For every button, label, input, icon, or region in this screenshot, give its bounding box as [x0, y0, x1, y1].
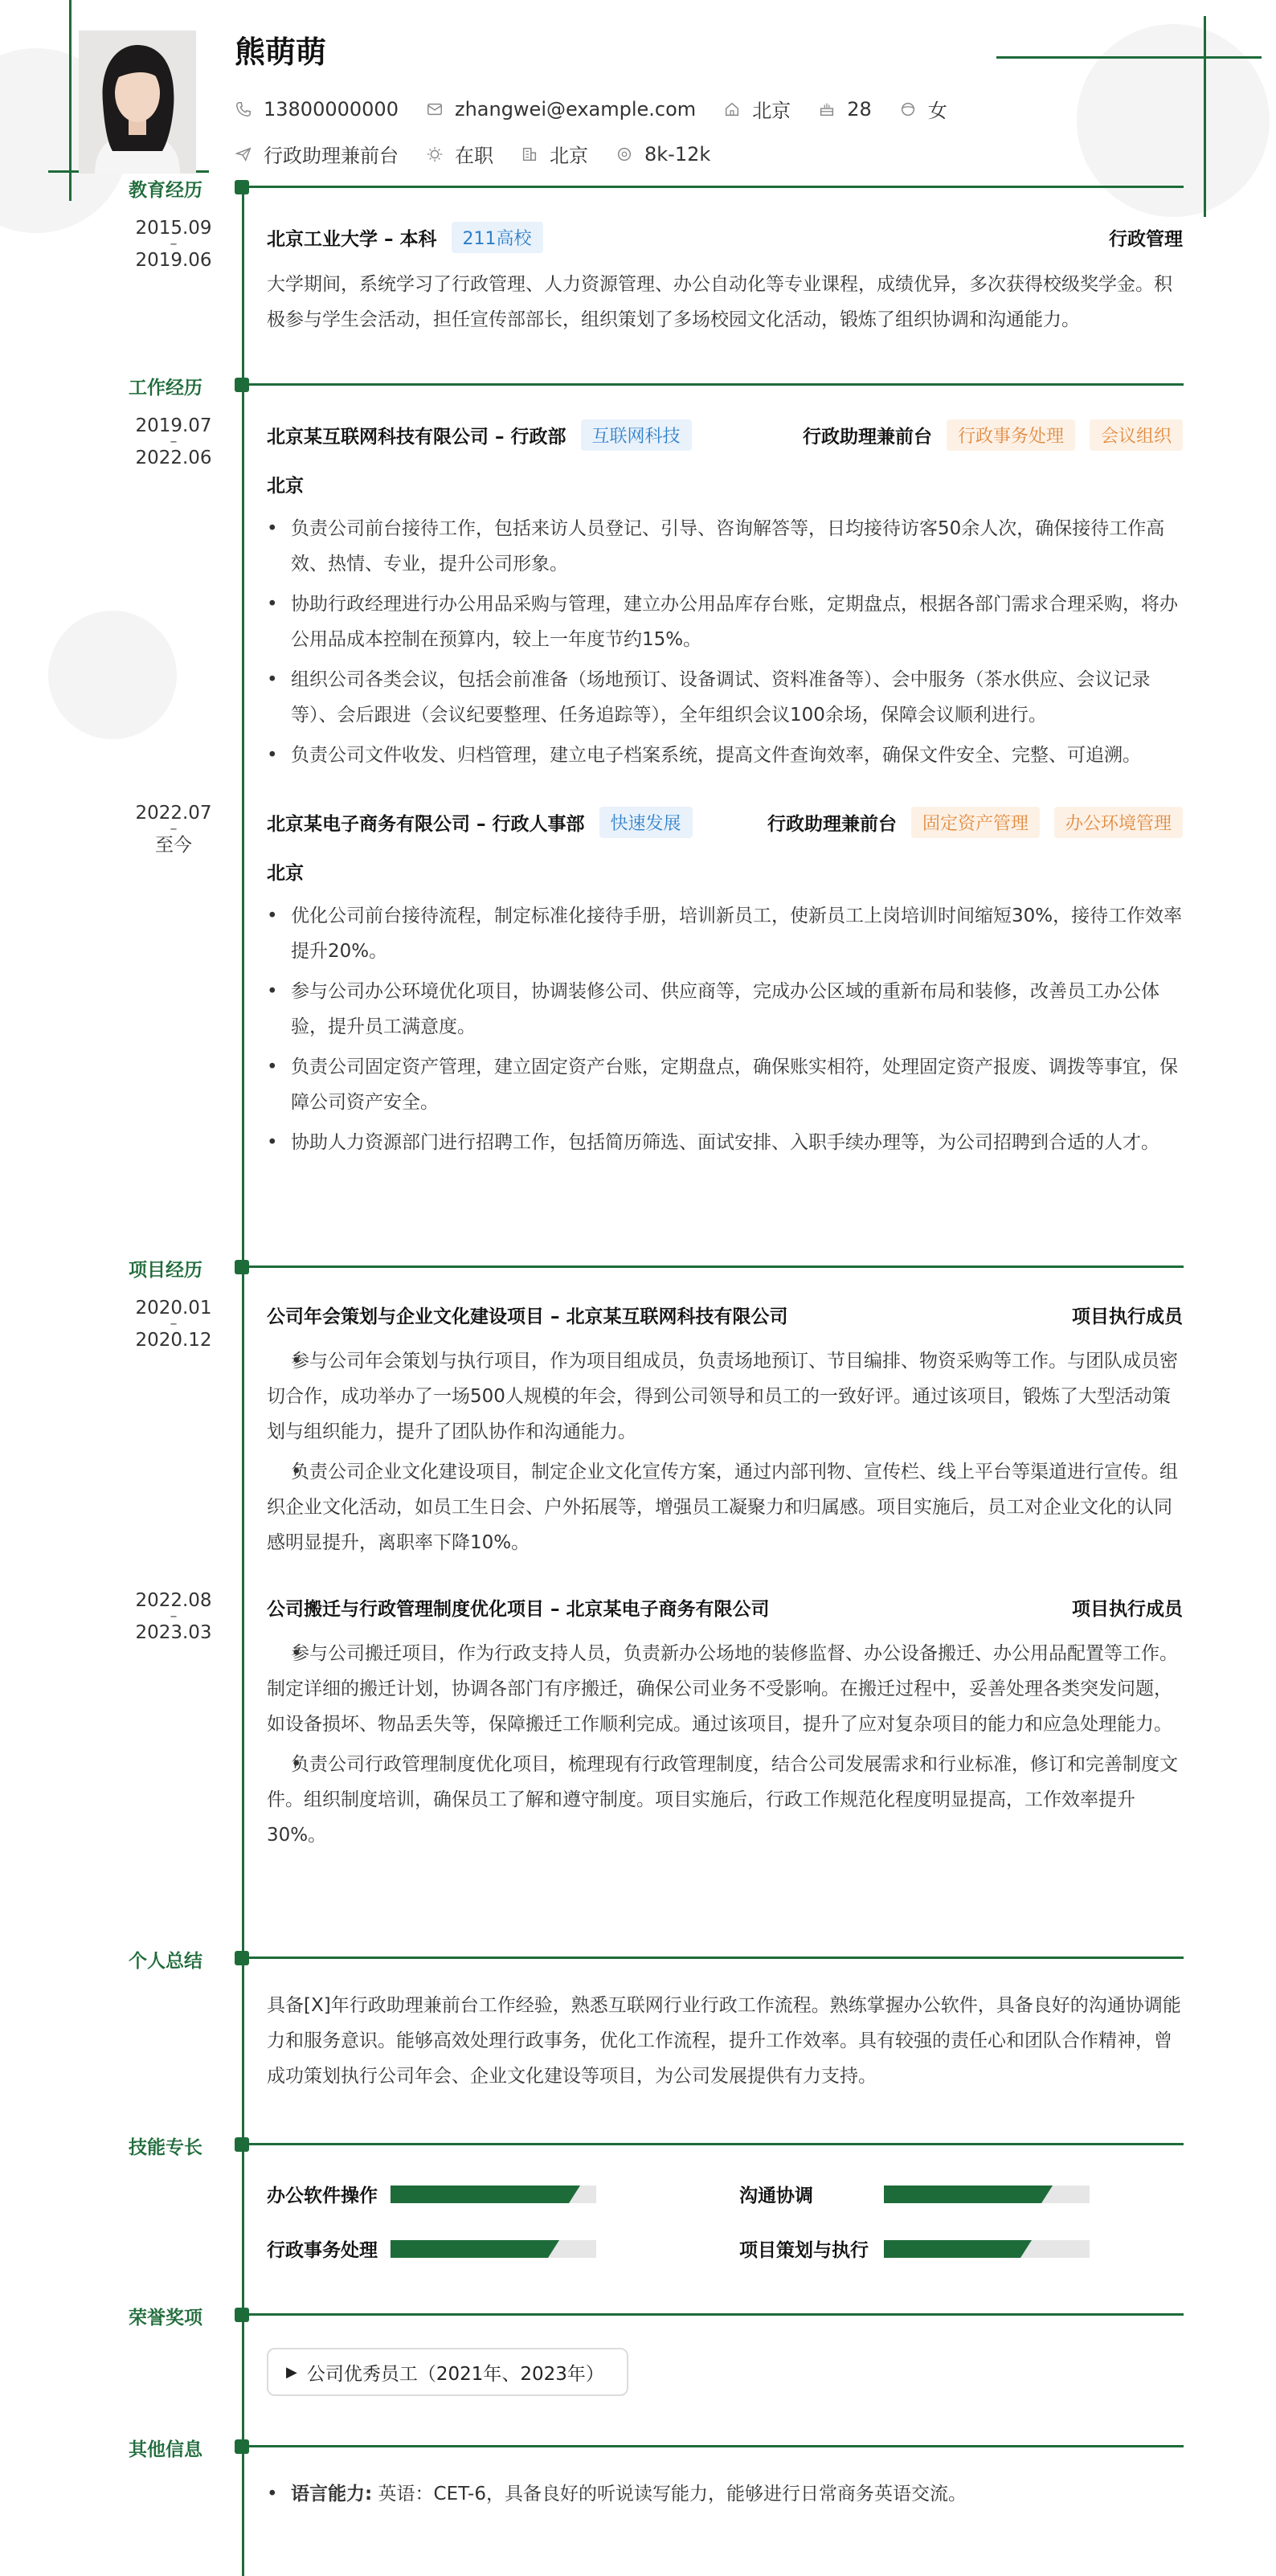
company-name: 北京某互联网科技有限公司 – 行政部 [267, 427, 566, 448]
salary-icon [616, 145, 633, 163]
section-divider [249, 186, 1184, 188]
project-title: 公司年会策划与企业文化建设项目 – 北京某互联网科技有限公司 [267, 1306, 788, 1327]
target-city-info [521, 140, 588, 168]
list-item: • 参与公司办公环境优化项目，协调装修公司、供应商等，完成办公区域的重新布局和装修，改善员工办公体验，提升员工满意度。 [267, 974, 1183, 1045]
skill-item [739, 2181, 1090, 2207]
project-bullets [267, 1636, 1183, 1858]
education-date [133, 219, 214, 270]
date-start: 2022.08 [135, 1590, 212, 1611]
date-separator: – [170, 1608, 178, 1625]
date-separator: – [170, 235, 178, 252]
residence-info [723, 95, 791, 123]
skill-name: 行政事务处理 [267, 2240, 378, 2261]
section-title-other: 其他信息 [129, 2439, 202, 2460]
section-marker [235, 2308, 249, 2322]
gender-icon [899, 100, 917, 118]
date-start: 2015.09 [135, 218, 212, 239]
skill-tag: 会议组织 [1090, 419, 1183, 451]
list-item: • 负责公司固定资产管理，建立固定资产台账，定期盘点，确保账实相符，处理固定资产报废、调拨等事宜，保障公司资产安全。 [267, 1049, 1183, 1120]
play-triangle-icon: ▶ [286, 2363, 297, 2381]
skill-tag: 办公环境管理 [1054, 807, 1183, 838]
age-icon [818, 100, 836, 118]
decorative-line [1204, 16, 1206, 217]
section-marker [235, 378, 249, 392]
expected-salary-info [616, 143, 710, 166]
section-marker [235, 1260, 249, 1274]
timeline-line [242, 186, 244, 2576]
skill-tag: 行政事务处理 [947, 419, 1075, 451]
work-header [267, 807, 1183, 838]
other-label: 语言能力: [291, 2484, 373, 2504]
gender-text: 女 [927, 100, 947, 122]
work-bullets [267, 898, 1183, 1165]
email-info [426, 98, 696, 121]
major: 行政管理 [1109, 229, 1183, 250]
list-item: • 负责公司文件收发、归档管理，建立电子档案系统，提高文件查询效率，确保文件安全、完整、可追溯。 [267, 738, 1183, 773]
contact-info-row [235, 95, 975, 123]
employment-status-info [426, 140, 493, 168]
work-date [133, 803, 214, 855]
school-name: 北京工业大学 – 本科 [267, 229, 437, 250]
section-divider [249, 383, 1184, 386]
date-end: 2023.03 [135, 1622, 212, 1643]
section-marker [235, 1951, 249, 1965]
phone-text: 13800000000 [264, 97, 399, 121]
project-role: 项目执行成员 [1072, 1599, 1183, 1620]
section-title-work: 工作经历 [129, 378, 202, 399]
avatar-portrait-icon [79, 31, 196, 174]
send-icon [235, 145, 252, 163]
date-start: 2019.07 [135, 415, 212, 436]
section-marker [235, 2137, 249, 2152]
target-city-text: 北京 [550, 145, 588, 167]
company-tag: 快速发展 [599, 807, 693, 838]
summary-text: 具备[X]年行政助理兼前台工作经验，熟悉互联网行业行政工作流程。熟练掌握办公软件，具备良好的沟通协调能力和服务意识。能够高效处理行政事务，优化工作流程，提升工作效率。具有较强的责任心和团队合作精神，曾成功策划执行公司年会、企业文化建设等项目，为公司发展提供有力支持。 [267, 1995, 1181, 2087]
skill-bar-fill [391, 2240, 548, 2258]
project-role: 项目执行成员 [1072, 1306, 1183, 1327]
target-position-info [235, 140, 399, 168]
work-bullets [267, 511, 1183, 778]
skill-name: 项目策划与执行 [739, 2240, 869, 2261]
school-tag: 211高校 [452, 222, 543, 253]
skill-item [267, 2235, 596, 2262]
education-header [267, 222, 1183, 253]
job-title: 行政助理兼前台 [767, 814, 897, 835]
avatar [79, 31, 196, 174]
home-icon [723, 100, 741, 118]
skill-name: 沟通协调 [739, 2186, 813, 2206]
project-title: 公司搬迁与行政管理制度优化项目 – 北京某电子商务有限公司 [267, 1599, 770, 1620]
skill-bar-fill [884, 2186, 1041, 2203]
work-location: 北京 [267, 863, 304, 884]
company-name: 北京某电子商务有限公司 – 行政人事部 [267, 814, 585, 835]
work-header [267, 419, 1183, 451]
candidate-name: 熊萌萌 [235, 35, 327, 70]
skill-item [739, 2235, 1090, 2262]
company-tag: 互联网科技 [581, 419, 692, 451]
mail-icon [426, 100, 444, 118]
honor-item[interactable] [267, 2348, 628, 2396]
section-marker [235, 180, 249, 194]
date-separator: – [170, 433, 178, 450]
list-item: • 负责公司企业文化建设项目，制定企业文化宣传方案，通过内部刊物、宣传栏、线上平台等渠道进行宣传。组织企业文化活动，如员工生日会、户外拓展等，增强员工凝聚力和归属感。项目实施后，员工对企业文化的认同感明显提升，离职率下降10%。 [267, 1454, 1183, 1560]
target-position-text: 行政助理兼前台 [264, 145, 399, 167]
expected-salary-text: 8k-12k [644, 142, 711, 166]
age-text: 28 [847, 97, 872, 121]
skill-bar-fill [884, 2240, 1020, 2258]
skill-bar [391, 2186, 596, 2203]
date-end: 2022.06 [135, 448, 212, 468]
work-location: 北京 [267, 476, 304, 497]
section-title-honors: 荣誉奖项 [129, 2308, 202, 2329]
section-divider [249, 2313, 1184, 2316]
work-date [133, 416, 214, 468]
other-info-list [267, 2476, 1183, 2517]
section-title-education: 教育经历 [129, 180, 202, 201]
building-icon [521, 145, 538, 163]
date-separator: – [170, 820, 178, 837]
section-title-projects: 项目经历 [129, 1260, 202, 1281]
list-item: • 协助行政经理进行办公用品采购与管理，建立办公用品库存台账，定期盘点，根据各部门需求合理采购，将办公用品成本控制在预算内，较上一年度节约15%。 [267, 587, 1183, 657]
section-divider [249, 1266, 1184, 1268]
list-item: • 参与公司年会策划与执行项目，作为项目组成员，负责场地预订、节目编排、物资采购等工作。与团队成员密切合作，成功举办了一场500人规模的年会，得到公司领导和员工的一致好评。通过该项目，锻炼了大型活动策划与组织能力，提升了团队协作和沟通能力。 [267, 1343, 1183, 1450]
project-date [133, 1298, 214, 1350]
skill-tag: 固定资产管理 [911, 807, 1040, 838]
skill-bar [884, 2240, 1090, 2258]
status-icon [426, 145, 444, 163]
date-end: 2019.06 [135, 250, 212, 271]
decorative-line [996, 56, 1262, 59]
list-item: • 负责公司前台接待工作，包括来访人员登记、引导、咨询解答等，日均接待访客50余人次，确保接待工作高效、热情、专业，提升公司形象。 [267, 511, 1183, 582]
date-start: 2020.01 [135, 1298, 212, 1319]
project-bullets [267, 1343, 1183, 1565]
job-intent-row [235, 140, 738, 168]
honor-text: 公司优秀员工（2021年、2023年） [306, 2363, 604, 2385]
employment-status-text: 在职 [455, 145, 493, 167]
phone-info [235, 98, 399, 121]
list-item: • 负责公司行政管理制度优化项目，梳理现有行政管理制度，结合公司发展需求和行业标准，修订和完善制度文件。组织制度培训，确保员工了解和遵守制度。项目实施后，行政工作规范化程度明显提高，工作效率提升30%。 [267, 1747, 1183, 1853]
section-divider [249, 1957, 1184, 1959]
section-marker [235, 2439, 249, 2454]
date-end: 至今 [155, 835, 192, 856]
section-divider [249, 2445, 1184, 2447]
decorative-circle [48, 611, 177, 739]
section-divider [249, 2143, 1184, 2145]
age-info [818, 98, 872, 121]
list-item: • 优化公司前台接待流程，制定标准化接待手册，培训新员工，使新员工上岗培训时间缩短30%，接待工作效率提升20%。 [267, 898, 1183, 969]
date-start: 2022.07 [135, 803, 212, 824]
list-item: • 协助人力资源部门进行招聘工作，包括简历筛选、面试安排、入职手续办理等，为公司招聘到合适的人才。 [267, 1125, 1183, 1160]
skill-item [267, 2181, 596, 2207]
section-title-summary: 个人总结 [129, 1951, 202, 1972]
gender-info [899, 95, 947, 123]
skill-bar-fill [391, 2186, 569, 2203]
skill-name: 办公软件操作 [267, 2186, 378, 2206]
job-title: 行政助理兼前台 [802, 427, 932, 448]
skill-bar [884, 2186, 1090, 2203]
phone-icon [235, 100, 252, 118]
skill-bar [391, 2240, 596, 2258]
date-separator: – [170, 1315, 178, 1332]
list-item: • 参与公司搬迁项目，作为行政支持人员，负责新办公场地的装修监督、办公设备搬迁、办公用品配置等工作。制定详细的搬迁计划，协调各部门有序搬迁，确保公司业务不受影响。在搬迁过程中，妥善处理各类突发问题，如设备损坏、物品丢失等，保障搬迁工作顺利完成。通过该项目，提升了应对复杂项目的能力和应急处理能力。 [267, 1636, 1183, 1742]
date-end: 2020.12 [135, 1330, 212, 1351]
list-item [267, 2476, 1183, 2512]
project-header [267, 1302, 1183, 1328]
project-header [267, 1594, 1183, 1621]
email-text: zhangwei@example.com [454, 97, 697, 121]
decorative-circle [1077, 24, 1270, 217]
section-title-skills: 技能专长 [129, 2137, 202, 2158]
project-date [133, 1591, 214, 1642]
other-text: 英语：CET-6，具备良好的听说读写能力，能够进行日常商务英语交流。 [378, 2484, 967, 2504]
list-item: • 组织公司各类会议，包括会前准备（场地预订、设备调试、资料准备等）、会中服务（茶水供应、会议记录等）、会后跟进（会议纪要整理、任务追踪等），全年组织会议100余场，保障会议顺利进行。 [267, 662, 1183, 733]
education-description: 大学期间，系统学习了行政管理、人力资源管理、办公自动化等专业课程，成绩优异，多次获得校级奖学金。积极参与学生会活动，担任宣传部部长，组织策划了多场校园文化活动，锻炼了组织协调和沟通能力。 [267, 274, 1172, 330]
residence-text: 北京 [752, 100, 791, 122]
